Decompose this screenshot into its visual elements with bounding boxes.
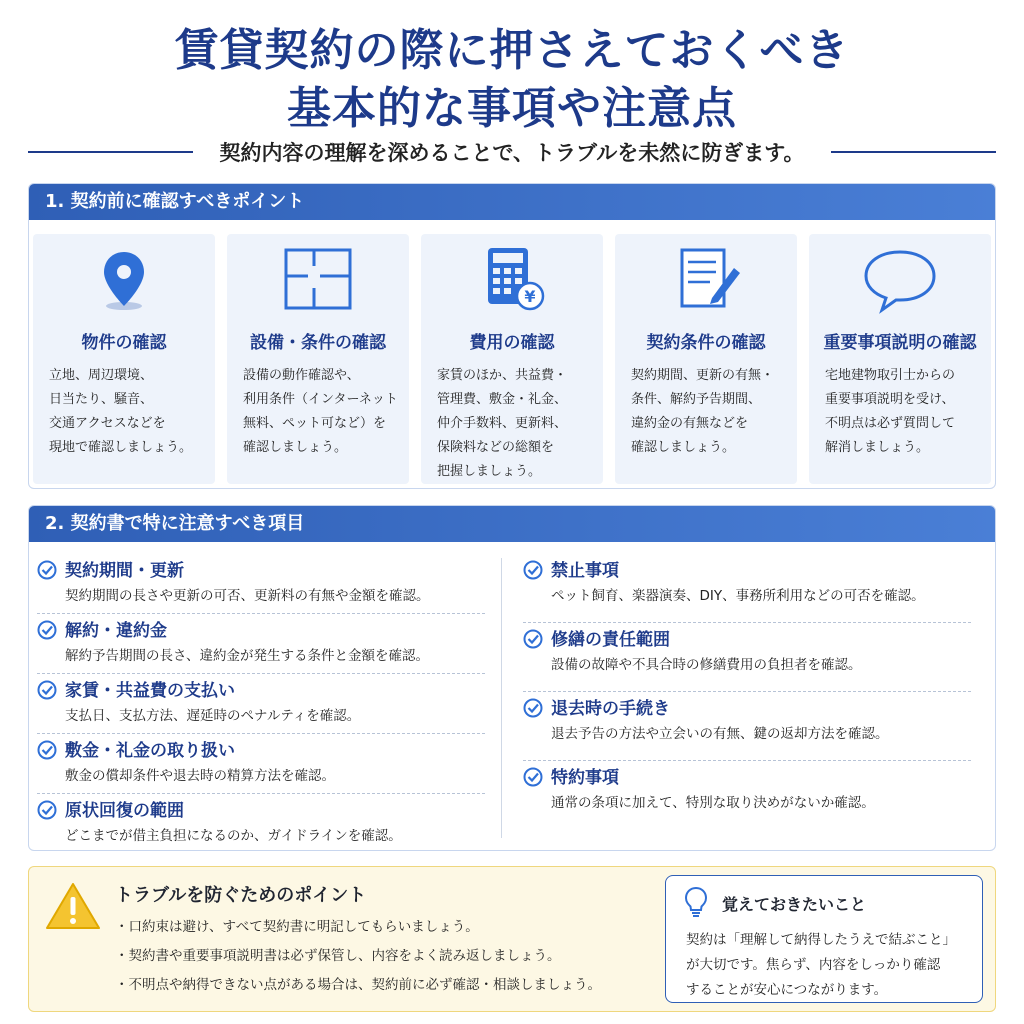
tips-title: トラブルを防ぐためのポイント xyxy=(115,885,367,906)
item-title: 敷金・礼金の取り扱い xyxy=(65,741,235,761)
item-desc: 通常の条項に加えて、特別な取り決めがないか確認。 xyxy=(551,795,875,811)
memo-body: 契約は「理解して納得したうえで結ぶこと」 が大切です。焦らず、内容をしっかり確認 することが安心につながります。 xyxy=(686,932,956,998)
column-divider xyxy=(501,558,502,838)
card-title: 物件の確認 xyxy=(81,333,167,353)
svg-text:¥: ¥ xyxy=(524,287,536,306)
item-title: 退去時の手続き xyxy=(551,699,670,719)
card-body: 設備の動作確認や、 利用条件（インターネット 無料、ペット可など）を 確認しましょう。 xyxy=(243,368,398,455)
left-item-list xyxy=(37,554,485,853)
card-title: 設備・条件の確認 xyxy=(250,333,386,353)
card-body: 家賃のほか、共益費・ 管理費、敷金・礼金、 仲介手数料、更新料、 保険料などの総額を 把握しましょう。 xyxy=(437,368,568,479)
item-desc: ペット飼育、楽器演奏、DIY、事務所利用などの可否を確認。 xyxy=(551,588,925,604)
right-item-list xyxy=(523,554,971,829)
item-title: 家賃・共益費の支払い xyxy=(65,681,235,701)
item-title: 修繕の責任範囲 xyxy=(551,630,670,650)
check-circle-icon xyxy=(523,767,543,787)
tip-item: ・ 不明点や納得できない点がある場合は、契約前に必ず確認・相談しましょう。 xyxy=(115,971,601,1000)
list-item xyxy=(523,623,971,692)
page-title-line2: 基本的な事項や注意点 xyxy=(287,83,737,134)
item-desc: 退去予告の方法や立会いの有無、鍵の返却方法を確認。 xyxy=(551,726,889,742)
subtitle-rule-left xyxy=(28,151,193,153)
subtitle-rule-right xyxy=(831,151,996,153)
list-item xyxy=(37,614,485,674)
item-desc: どこまでが借主負担になるのか、ガイドラインを確認。 xyxy=(65,828,402,844)
card-explanation xyxy=(809,234,991,484)
check-circle-icon xyxy=(37,800,57,820)
section-pre-contract-checks xyxy=(28,183,996,489)
item-desc: 支払日、支払方法、遅延時のペナルティを確認。 xyxy=(65,708,361,724)
map-pin-icon xyxy=(84,246,164,314)
list-item xyxy=(523,554,971,623)
list-item xyxy=(37,554,485,614)
check-circle-icon xyxy=(37,560,57,580)
item-title: 契約期間・更新 xyxy=(65,561,184,581)
check-circle-icon xyxy=(523,629,543,649)
item-desc: 契約期間の長さや更新の可否、更新料の有無や金額を確認。 xyxy=(65,588,430,604)
memo-box xyxy=(665,875,983,1003)
subtitle-row xyxy=(28,134,996,170)
item-title: 禁止事項 xyxy=(551,561,619,581)
tip-item: ・ 契約書や重要事項説明書は必ず保管し、内容をよく読み返しましょう。 xyxy=(115,942,601,971)
speech-bubble-icon xyxy=(860,246,940,314)
floor-plan-icon xyxy=(278,246,358,314)
warning-icon xyxy=(45,881,101,931)
card-costs xyxy=(421,234,603,484)
list-item xyxy=(37,734,485,794)
item-title: 解約・違約金 xyxy=(65,621,167,641)
check-circle-icon xyxy=(37,620,57,640)
document-pen-icon xyxy=(666,246,746,314)
item-title: 特約事項 xyxy=(551,768,619,788)
item-desc: 設備の故障や不具合時の修繕費用の負担者を確認。 xyxy=(551,657,862,673)
section1-heading: 1. 契約前に確認すべきポイント xyxy=(29,184,995,220)
trouble-prevention-panel xyxy=(28,866,996,1012)
section-contract-items xyxy=(28,505,996,851)
section2-heading: 2. 契約書で特に注意すべき項目 xyxy=(29,506,995,542)
card-body: 宅地建物取引士からの 重要事項説明を受け、 不明点は必ず質問して 解消しましょう。 xyxy=(825,368,956,455)
check-circle-icon xyxy=(523,560,543,580)
item-title: 原状回復の範囲 xyxy=(65,801,184,821)
check-circle-icon xyxy=(523,698,543,718)
card-title: 費用の確認 xyxy=(469,333,555,353)
list-item xyxy=(37,674,485,734)
card-title: 契約条件の確認 xyxy=(646,333,766,353)
item-desc: 敷金の償却条件や退去時の精算方法を確認。 xyxy=(65,768,335,784)
card-body: 立地、周辺環境、 日当たり、騒音、 交通アクセスなどを 現地で確認しましょう。 xyxy=(49,368,193,455)
calculator-yen-icon xyxy=(472,246,552,314)
card-contract-terms xyxy=(615,234,797,484)
card-facilities xyxy=(227,234,409,484)
list-item xyxy=(37,794,485,853)
tips-list xyxy=(115,913,601,1000)
page-title-line1: 賃貸契約の際に押さえておくべき xyxy=(174,25,850,76)
check-cards xyxy=(33,234,991,484)
check-circle-icon xyxy=(37,740,57,760)
memo-title: 覚えておきたいこと xyxy=(722,895,867,914)
check-circle-icon xyxy=(37,680,57,700)
list-item xyxy=(523,761,971,829)
list-item xyxy=(523,692,971,761)
tip-item: ・ 口約束は避け、すべて契約書に明記してもらいましょう。 xyxy=(115,913,601,942)
card-body: 契約期間、更新の有無・ 条件、解約予告期間、 違約金の有無などを 確認しましょう。 xyxy=(631,368,775,455)
subtitle: 契約内容の理解を深めることで、トラブルを未然に防ぎます。 xyxy=(219,141,805,165)
card-property xyxy=(33,234,215,484)
card-title: 重要事項説明の確認 xyxy=(823,333,977,353)
item-desc: 解約予告期間の長さ、違約金が発生する条件と金額を確認。 xyxy=(65,648,429,664)
lightbulb-icon xyxy=(684,886,708,918)
